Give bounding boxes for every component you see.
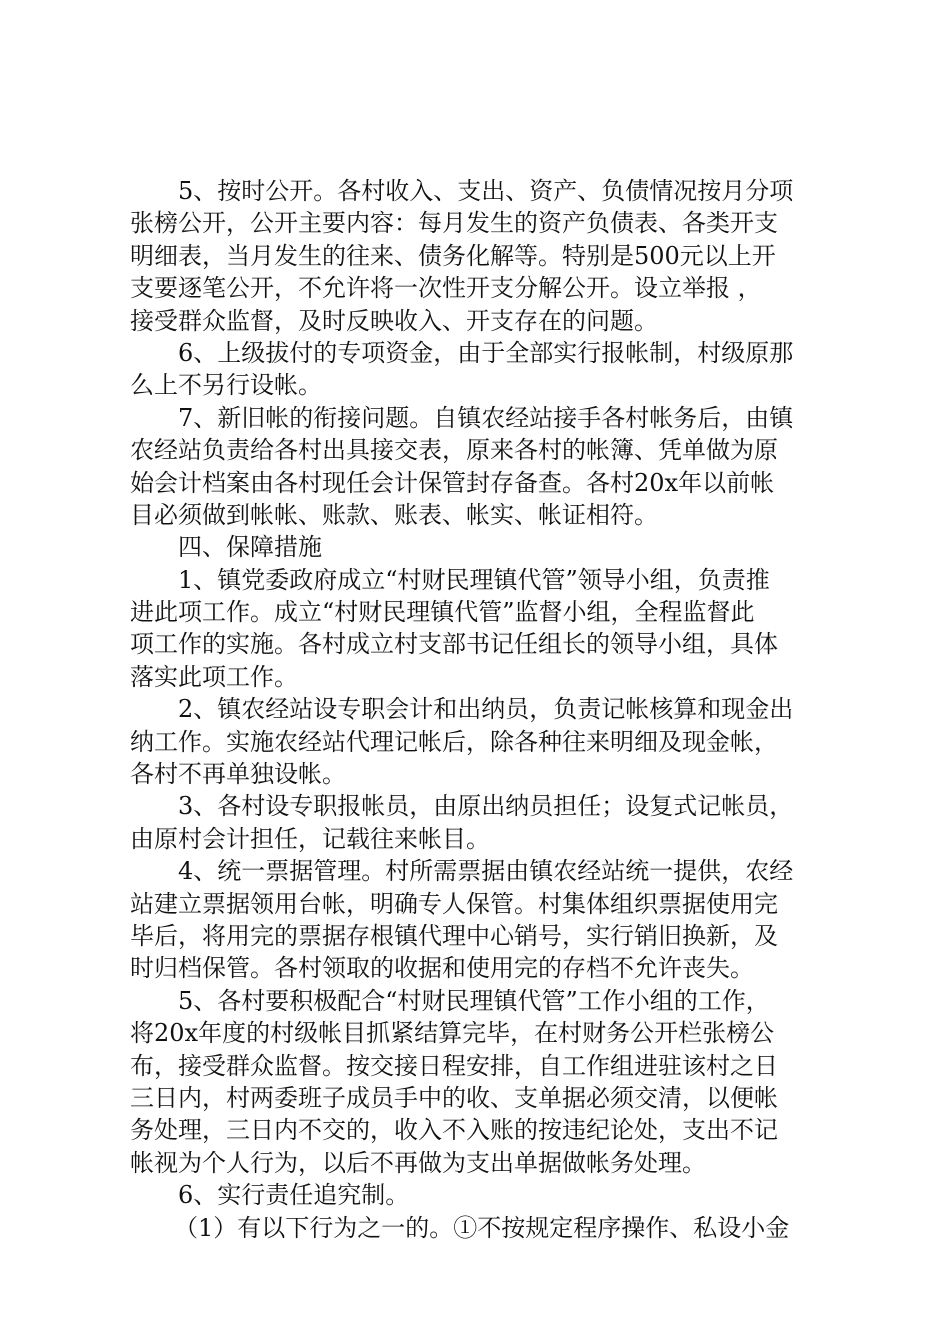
- paragraph-line: 目必须做到帐帐、账款、账表、帐实、帐证相符。: [130, 500, 658, 529]
- paragraph-line: 6、上级拔付的专项资金，由于全部实行报帐制，村级原那: [178, 338, 794, 367]
- paragraph-line: 始会计档案由各村现任会计保管封存备查。各村20x年以前帐: [130, 468, 775, 497]
- paragraph-line: 7、新旧帐的衔接问题。自镇农经站接手各村帐务后，由镇: [178, 403, 794, 432]
- paragraph-line: 各村不再单独设帐。: [130, 760, 346, 789]
- paragraph-line: 6、实行责任追究制。: [178, 1181, 410, 1210]
- paragraph-line: 时归档保管。各村领取的收据和使用完的存档不允许丧失。: [130, 954, 754, 983]
- paragraph-line: 5、按时公开。各村收入、支出、资产、负债情况按月分项: [178, 177, 794, 205]
- paragraph-line: 1、镇党委政府成立“村财民理镇代管”领导小组，负责推: [178, 565, 770, 594]
- paragraph-line: 帐视为个人行为，以后不再做为支出单据做帐务处理。: [130, 1148, 706, 1177]
- paragraph-line: 项工作的实施。各村成立村支部书记任组长的领导小组，具体: [130, 630, 778, 659]
- paragraph-line: 农经站负责给各村出具接交表，原来各村的帐簿、凭单做为原: [130, 436, 778, 465]
- paragraph-line: 落实此项工作。: [130, 662, 298, 691]
- paragraph-line: 2、镇农经站设专职会计和出纳员，负责记帐核算和现金出: [178, 695, 794, 724]
- paragraph-line: 布，接受群众监督。按交接日程安排，自工作组进驻该村之日: [130, 1051, 778, 1080]
- paragraph-line: 纳工作。实施农经站代理记帐后，除各种往来明细及现金帐，: [130, 727, 778, 756]
- section-heading: 四、保障措施: [178, 533, 322, 562]
- paragraph-line: 5、各村要积极配合“村财民理镇代管”工作小组的工作，: [178, 986, 770, 1015]
- paragraph-line: 支要逐笔公开，不允许将一次性开支分解公开。设立举报 ，: [130, 274, 762, 303]
- paragraph-line: 由原村会计担任，记载往来帐目。: [130, 824, 490, 853]
- paragraph-line: 站建立票据领用台帐，明确专人保管。村集体组织票据使用完: [130, 889, 778, 918]
- paragraph-line: 务处理，三日内不交的，收入不入账的按违纪论处，支出不记: [130, 1116, 778, 1145]
- document-body: [130, 175, 830, 1244]
- paragraph-line: 进此项工作。成立“村财民理镇代管”监督小组，全程监督此: [130, 598, 755, 627]
- paragraph-line: 4、统一票据管理。村所需票据由镇农经站统一提供，农经: [178, 857, 794, 886]
- paragraph-line: 么上不另行设帐。: [130, 371, 322, 400]
- paragraph-line: 3、各村设专职报帐员，由原出纳员担任；设复式记帐员，: [178, 792, 794, 821]
- paragraph-line: 毕后，将用完的票据存根镇代理中心销号，实行销旧换新，及: [130, 921, 778, 950]
- paragraph-line: （1）有以下行为之一的。①不按规定程序操作、私设小金: [174, 1213, 790, 1242]
- paragraph-line: 接受群众监督，及时反映收入、开支存在的问题。: [130, 306, 658, 335]
- paragraph-line: 三日内，村两委班子成员手中的收、支单据必须交清，以便帐: [130, 1083, 778, 1112]
- paragraph-line: 张榜公开，公开主要内容：每月发生的资产负债表、各类开支: [130, 209, 778, 238]
- paragraph-line: 明细表，当月发生的往来、债务化解等。特别是500元以上开: [130, 241, 776, 270]
- paragraph-line: 将20x年度的村级帐目抓紧结算完毕，在村财务公开栏张榜公: [130, 1019, 775, 1048]
